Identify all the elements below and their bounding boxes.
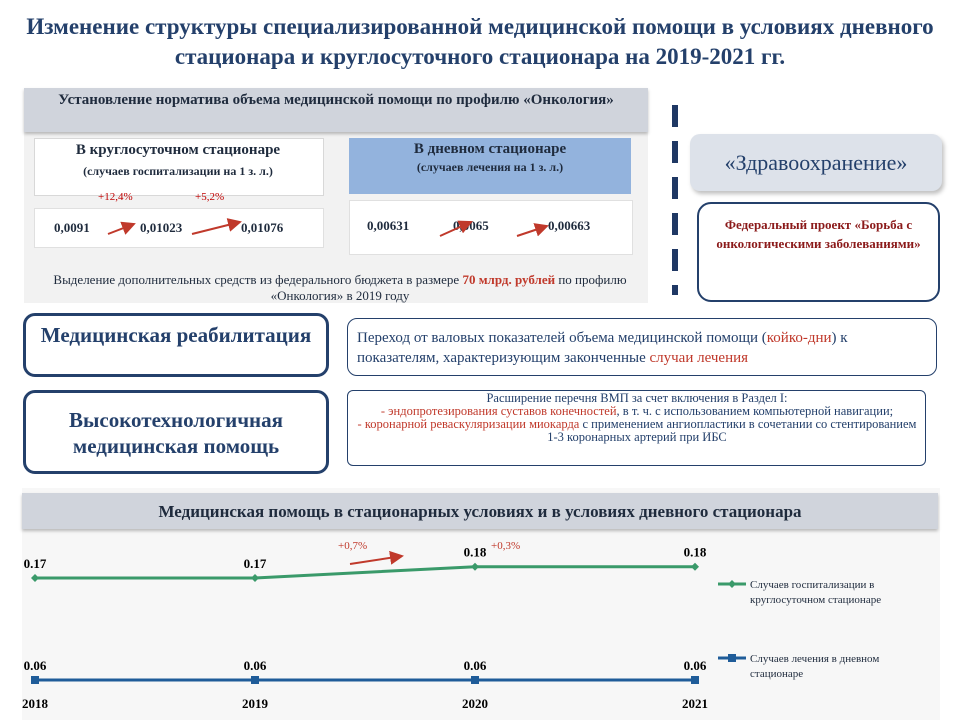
line-chart [0, 530, 960, 720]
change-arrow [350, 556, 402, 564]
data-point [31, 574, 39, 582]
dashed-divider [672, 105, 678, 295]
federal-funding-note: Выделение дополнительных средств из федерального бюджета в размере 70 млрд. рублей по профилю «Онкология» в 2019 году [53, 272, 627, 303]
chart-title: Медицинская помощь в стационарных условиях и в условиях дневного стационара [158, 502, 802, 521]
day-hospital-title: В дневном стационаре [413, 141, 567, 157]
round-change-1: +12,4% [98, 191, 133, 203]
data-point [471, 563, 479, 571]
rehab-label: Медицинская реабилитация [40, 323, 312, 347]
legend-marker [728, 580, 736, 588]
data-point [471, 676, 479, 684]
x-tick-label: 2020 [462, 696, 488, 711]
x-tick-label: 2018 [22, 696, 48, 711]
data-label: 0.06 [243, 658, 267, 673]
legend-label: Случаев госпитализации в круглосуточном стационаре [750, 579, 882, 606]
federal-project-text: Федеральный проект «Борьба с онкологическими заболеваниями» [716, 217, 921, 251]
round-clock-title: В круглосуточном стационаре [75, 142, 281, 158]
data-point [31, 676, 39, 684]
data-label: 0.06 [463, 658, 487, 673]
data-label: 0.18 [463, 544, 487, 560]
series-line [35, 567, 695, 578]
vmp-label-box [23, 390, 329, 474]
day-value-2021: 0,00663 [548, 218, 591, 233]
round-value-2019: 0,0091 [54, 220, 90, 235]
vmp-desc: Расширение перечня ВМП за счет включения в Раздел I: - эндопротезирования суставов конечностей, в т. ч. с использованием компьютерной навигации; - коронарной реваскуляризации миокарда с применением ангиопластики в сочетании со стентированием 1-3 коронарных артерий при ИБС [357, 391, 917, 444]
day-hospital-subtitle: (случаев лечения на 1 з. л.) [416, 160, 564, 174]
round-value-2020: 0,01023 [140, 220, 183, 235]
round-arrows [100, 212, 250, 238]
data-label: 0.17 [23, 556, 47, 571]
legend-label: Случаев лечения в дневном стационаре [750, 653, 880, 680]
data-point [251, 574, 259, 582]
healthcare-button[interactable]: «Здравоохранение» [690, 134, 942, 191]
rehab-label-box [23, 313, 329, 377]
round-value-2021: 0,01076 [241, 220, 284, 235]
x-tick-label: 2019 [242, 696, 268, 711]
norm-header-text: Установление норматива объема медицинской помощи по профилю «Онкология» [58, 92, 614, 108]
x-tick-label: 2021 [682, 696, 708, 711]
data-label: 0.06 [23, 658, 47, 673]
data-label: 0.17 [243, 556, 267, 571]
vmp-label: Высокотехнологичная медицинская помощь [68, 408, 284, 458]
day-value-2020: 0,0065 [453, 218, 489, 233]
day-arrows [435, 212, 555, 242]
data-label: 0.18 [683, 544, 707, 560]
day-value-2019: 0,00631 [367, 218, 410, 233]
data-point [691, 563, 699, 571]
round-clock-subtitle: (случаев госпитализации на 1 з. л.) [83, 164, 273, 178]
round-change-2: +5,2% [195, 191, 225, 203]
change-annotation: +0,7% [338, 540, 368, 552]
transition-text: Переход от валовых показателей объема медицинской помощи (койко-дни) к показателям, характеризующим законченные случаи лечения [357, 330, 848, 366]
data-point [251, 676, 259, 684]
data-label: 0.06 [683, 658, 707, 673]
change-annotation: +0,3% [491, 540, 521, 552]
legend-marker [728, 654, 736, 662]
page-title: Изменение структуры специализированной медицинской помощи в условиях дневного стационара и круглосуточного стационара на 2019-2021 гг. [26, 14, 934, 69]
data-point [691, 676, 699, 684]
